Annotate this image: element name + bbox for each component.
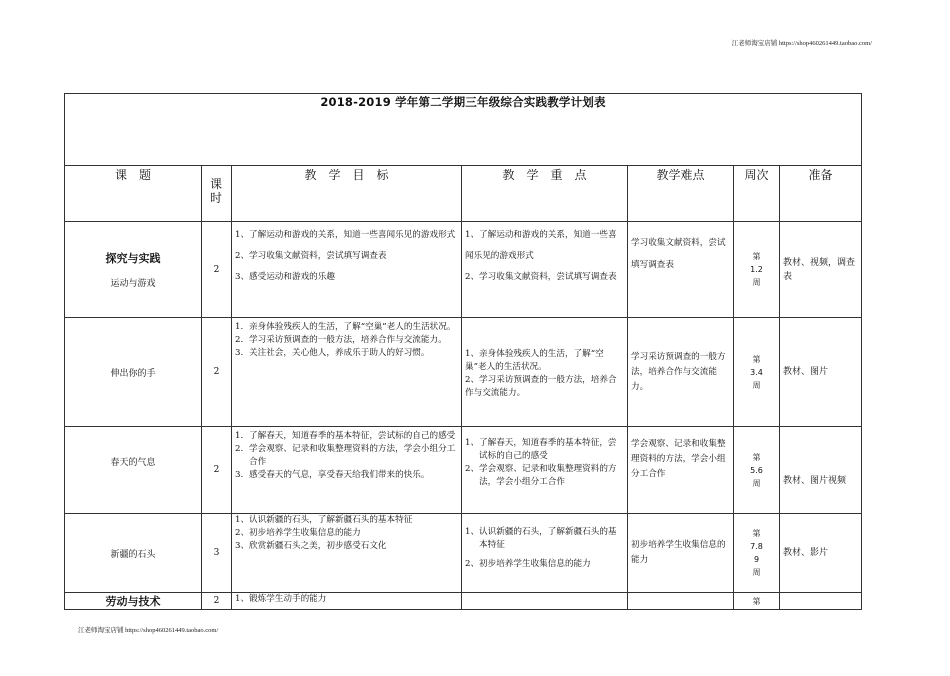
focus-item: 2、 初步培养学生收集信息的能力 [465, 559, 591, 569]
category-label: 劳动与技术 [105, 595, 161, 608]
week-cell: 第 5.6 周 [734, 427, 780, 514]
difficulty-cell: 初步培养学生收集信息的能力 [628, 514, 734, 593]
goal-item: 1、 锻炼学生动手的能力 [235, 594, 327, 604]
col-header-hours: 课时 [202, 166, 232, 222]
table-row [65, 318, 862, 427]
col-header-goals: 教 学 目 标 [232, 166, 462, 222]
topic-label: 新疆的石头 [110, 549, 156, 560]
week-cell: 第 7.8 9 周 [734, 514, 780, 593]
difficulty-cell [628, 593, 734, 610]
goal-item: 2. 学会观察、记录和收集整理资料的方法，学会小组分工合作 [235, 444, 456, 467]
teaching-plan-table [64, 93, 862, 610]
topic-cell [65, 514, 202, 593]
focus-item: 1、 认识新疆的石头，了解新疆石头的基本特征 [465, 527, 617, 550]
col-header-topic: 课 题 [65, 166, 202, 222]
prep-cell [780, 593, 862, 610]
focus-cell: 1、亲身体验残疾人的生活，了解“空巢”老人的生活状况。 2、学习采访预调查的一般方法，培养合作与交流能力。 [462, 318, 628, 427]
goal-item: 1. 了解春天，知道春季的基本特征，尝试标的自己的感受 [235, 431, 456, 441]
topic-cell [65, 593, 202, 610]
goal-item: 1. 亲身体验残疾人的生活，了解“空巢”老人的生活状况。 [235, 322, 456, 332]
col-header-difficulty: 教学难点 [628, 166, 734, 222]
focus-item: 2、 学会观察、记录和收集整理资料的方法，学会小组分工合作 [465, 464, 617, 487]
prep-cell: 教材、图片 [780, 318, 862, 427]
prep-cell: 教材、图片视频 [780, 427, 862, 514]
topic-cell [65, 427, 202, 514]
goal-item: 2、 学习收集文献资料，尝试填写调查表 [235, 251, 387, 261]
col-header-focus: 教 学 重 点 [462, 166, 628, 222]
table-row [65, 427, 862, 514]
header-shop-note: 江老师淘宝店铺 https://shop460261449.taobao.com/ [731, 40, 872, 47]
goals-cell [232, 593, 462, 610]
difficulty-cell: 学习收集文献资料，尝试填写调查表 [628, 222, 734, 318]
hours-cell: 2 [202, 593, 232, 610]
table-row [65, 222, 862, 318]
focus-cell [462, 427, 628, 514]
focus-cell [462, 593, 628, 610]
goal-item: 3. 感受春天的气息，享受春天给我们带来的快乐。 [235, 470, 430, 480]
table-row [65, 593, 862, 610]
footer-shop-note: 江老师淘宝店铺 https://shop460261449.taobao.com/ [78, 627, 219, 634]
hours-cell: 2 [202, 427, 232, 514]
topic-label: 春天的气息 [110, 457, 156, 468]
focus-item: 1、 了解春天，知道春季的基本特征，尝试标的自己的感受 [465, 438, 617, 461]
col-header-prep: 准备 [780, 166, 862, 222]
title-row [65, 94, 862, 166]
topic-label: 伸出你的手 [110, 368, 156, 379]
goal-item: 1、 认识新疆的石头，了解新疆石头的基本特征 [235, 515, 413, 525]
goal-item: 2. 学习采访预调查的一般方法，培养合作与交流能力。 [235, 335, 447, 345]
table-row [65, 514, 862, 593]
hours-cell: 3 [202, 514, 232, 593]
goals-cell [232, 318, 462, 427]
goal-item: 3、 欣赏新疆石头之美，初步感受石文化 [235, 541, 387, 551]
goal-item: 2、 初步培养学生收集信息的能力 [235, 528, 361, 538]
week-cell: 第 1.2 周 [734, 222, 780, 318]
hours-cell: 2 [202, 318, 232, 427]
week-cell: 第 [734, 593, 780, 610]
focus-cell: 1、了解运动和游戏的关系，知道一些喜闻乐见的游戏形式 2、学习收集文献资料，尝试填写调查表 [462, 222, 628, 318]
page-title: 2018-2019 学年第二学期三年级综合实践教学计划表 [65, 94, 862, 166]
topic-label: 运动与游戏 [110, 279, 156, 289]
goal-item: 3、 感受运动和游戏的乐趣 [235, 272, 335, 282]
topic-cell [65, 222, 202, 318]
difficulty-cell: 学习采访预调查的一般方法，培养合作与交流能力。 [628, 318, 734, 427]
topic-cell [65, 318, 202, 427]
hours-cell: 2 [202, 222, 232, 318]
goals-cell [232, 222, 462, 318]
column-header-row [65, 166, 862, 222]
goal-item: 3. 关注社会，关心他人，养成乐于助人的好习惯。 [235, 348, 430, 358]
goals-cell [232, 514, 462, 593]
goals-cell [232, 427, 462, 514]
prep-cell: 教材、影片 [780, 514, 862, 593]
focus-cell [462, 514, 628, 593]
goal-item: 1、 了解运动和游戏的关系，知道一些喜闻乐见的游戏形式 [235, 230, 456, 240]
week-cell: 第 3.4 周 [734, 318, 780, 427]
category-label: 探究与实践 [105, 252, 161, 265]
difficulty-cell: 学会观察、记录和收集整理资料的方法，学会小组分工合作 [628, 427, 734, 514]
prep-cell: 教材、视频，调查表 [780, 222, 862, 318]
col-header-week: 周次 [734, 166, 780, 222]
